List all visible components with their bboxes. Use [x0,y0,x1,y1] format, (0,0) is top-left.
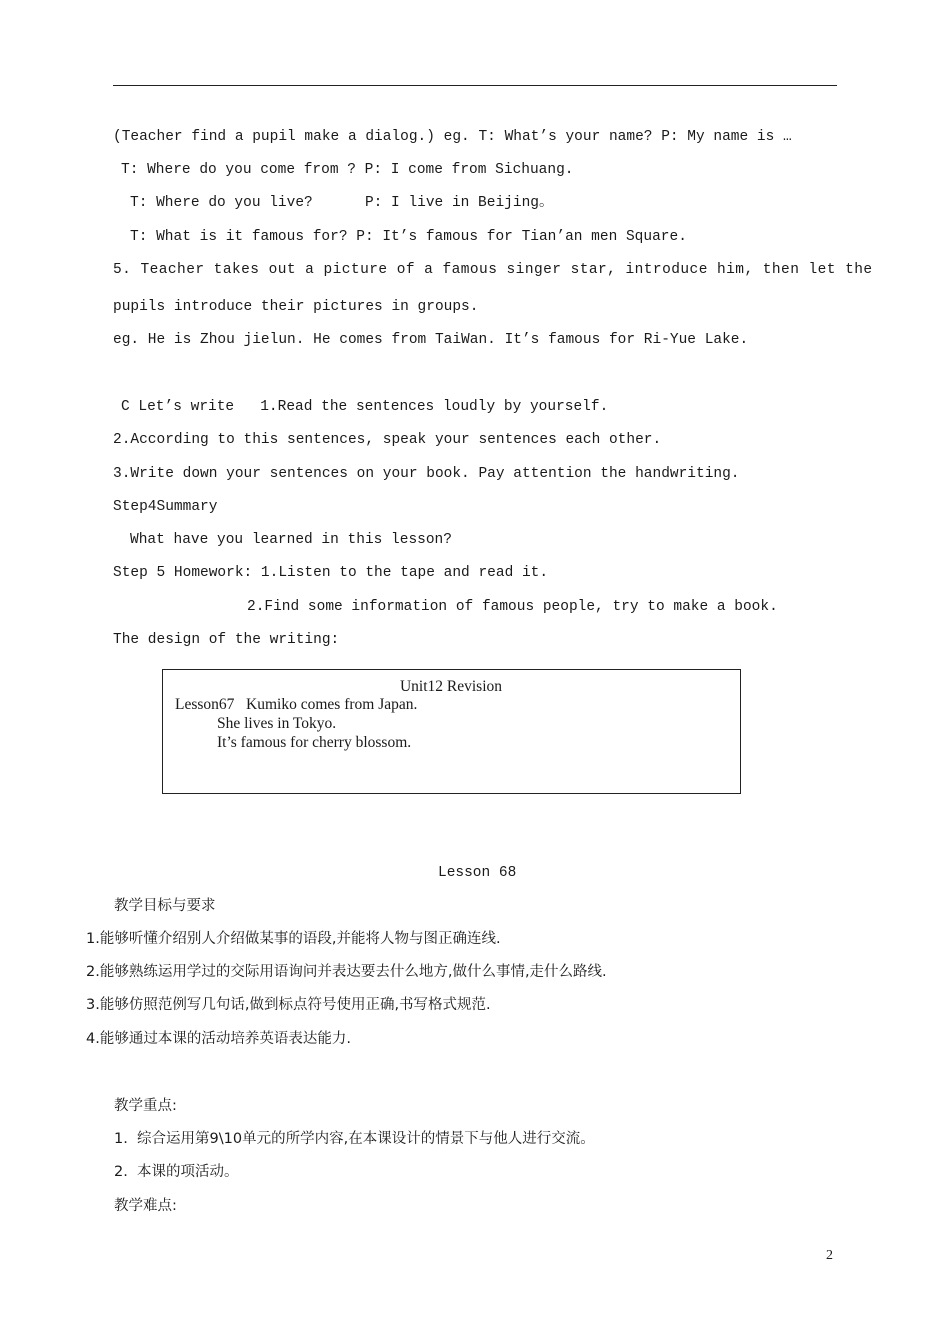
lesson-title: Lesson 68 [438,865,517,881]
key-points-heading: 教学重点: [114,1098,177,1114]
text-line: What have you learned in this lesson? [130,532,452,548]
board-title: Unit12 Revision [399,678,503,695]
text-line: T: Where do you come from ? P: I come from Sichuang. [121,162,574,178]
board-line: She lives in Tokyo. [217,715,337,732]
blackboard-design-box [162,669,741,794]
text-line: 2.According to this sentences, speak your sentences each other. [113,432,662,448]
goal-item: 1.能够听懂介绍别人介绍做某事的语段,并能将人物与图正确连线. [86,931,501,947]
key-point-item: 2. 本课的项活动。 [114,1164,239,1180]
goal-item: 3.能够仿照范例写几句话,做到标点符号使用正确,书写格式规范. [86,997,491,1013]
text-line: eg. He is Zhou jielun. He comes from TaiWan. It’s famous for Ri-Yue Lake. [113,332,749,348]
text-line: The design of the writing: [113,632,340,648]
text-line: 2.Find some information of famous people, try to make a book. [247,599,778,615]
goals-heading: 教学目标与要求 [114,898,216,914]
text-line: Step 5 Homework: 1.Listen to the tape and read it. [113,565,549,581]
goal-item: 2.能够熟练运用学过的交际用语询问并表达要去什么地方,做什么事情,走什么路线. [86,964,607,980]
text-line: pupils introduce their pictures in groups. [113,299,479,315]
text-line: T: What is it famous for? P: It’s famous for Tian’an men Square. [130,229,687,245]
key-point-item: 1. 综合运用第9\10单元的所学内容,在本课设计的情景下与他人进行交流。 [114,1131,595,1147]
page-number: 2 [826,1248,833,1263]
goal-item: 4.能够通过本课的活动培养英语表达能力. [86,1031,351,1047]
difficulty-heading: 教学难点: [114,1198,177,1214]
board-line: Lesson67 Kumiko comes from Japan. [175,696,418,713]
board-line: It’s famous for cherry blossom. [217,734,412,751]
header-rule [113,85,837,86]
text-line: 3.Write down your sentences on your book. Pay attention the handwriting. [113,466,740,482]
text-line: 5. Teacher takes out a picture of a famous singer star, introduce him, then let the [113,262,873,278]
text-line: T: Where do you live? P: I live in Beijing。 [130,195,554,211]
text-line: Step4Summary [113,499,218,515]
text-line: (Teacher find a pupil make a dialog.) eg. T: What’s your name? P: My name is … [113,129,792,145]
text-line: C Let’s write 1.Read the sentences loudly by yourself. [121,399,609,415]
